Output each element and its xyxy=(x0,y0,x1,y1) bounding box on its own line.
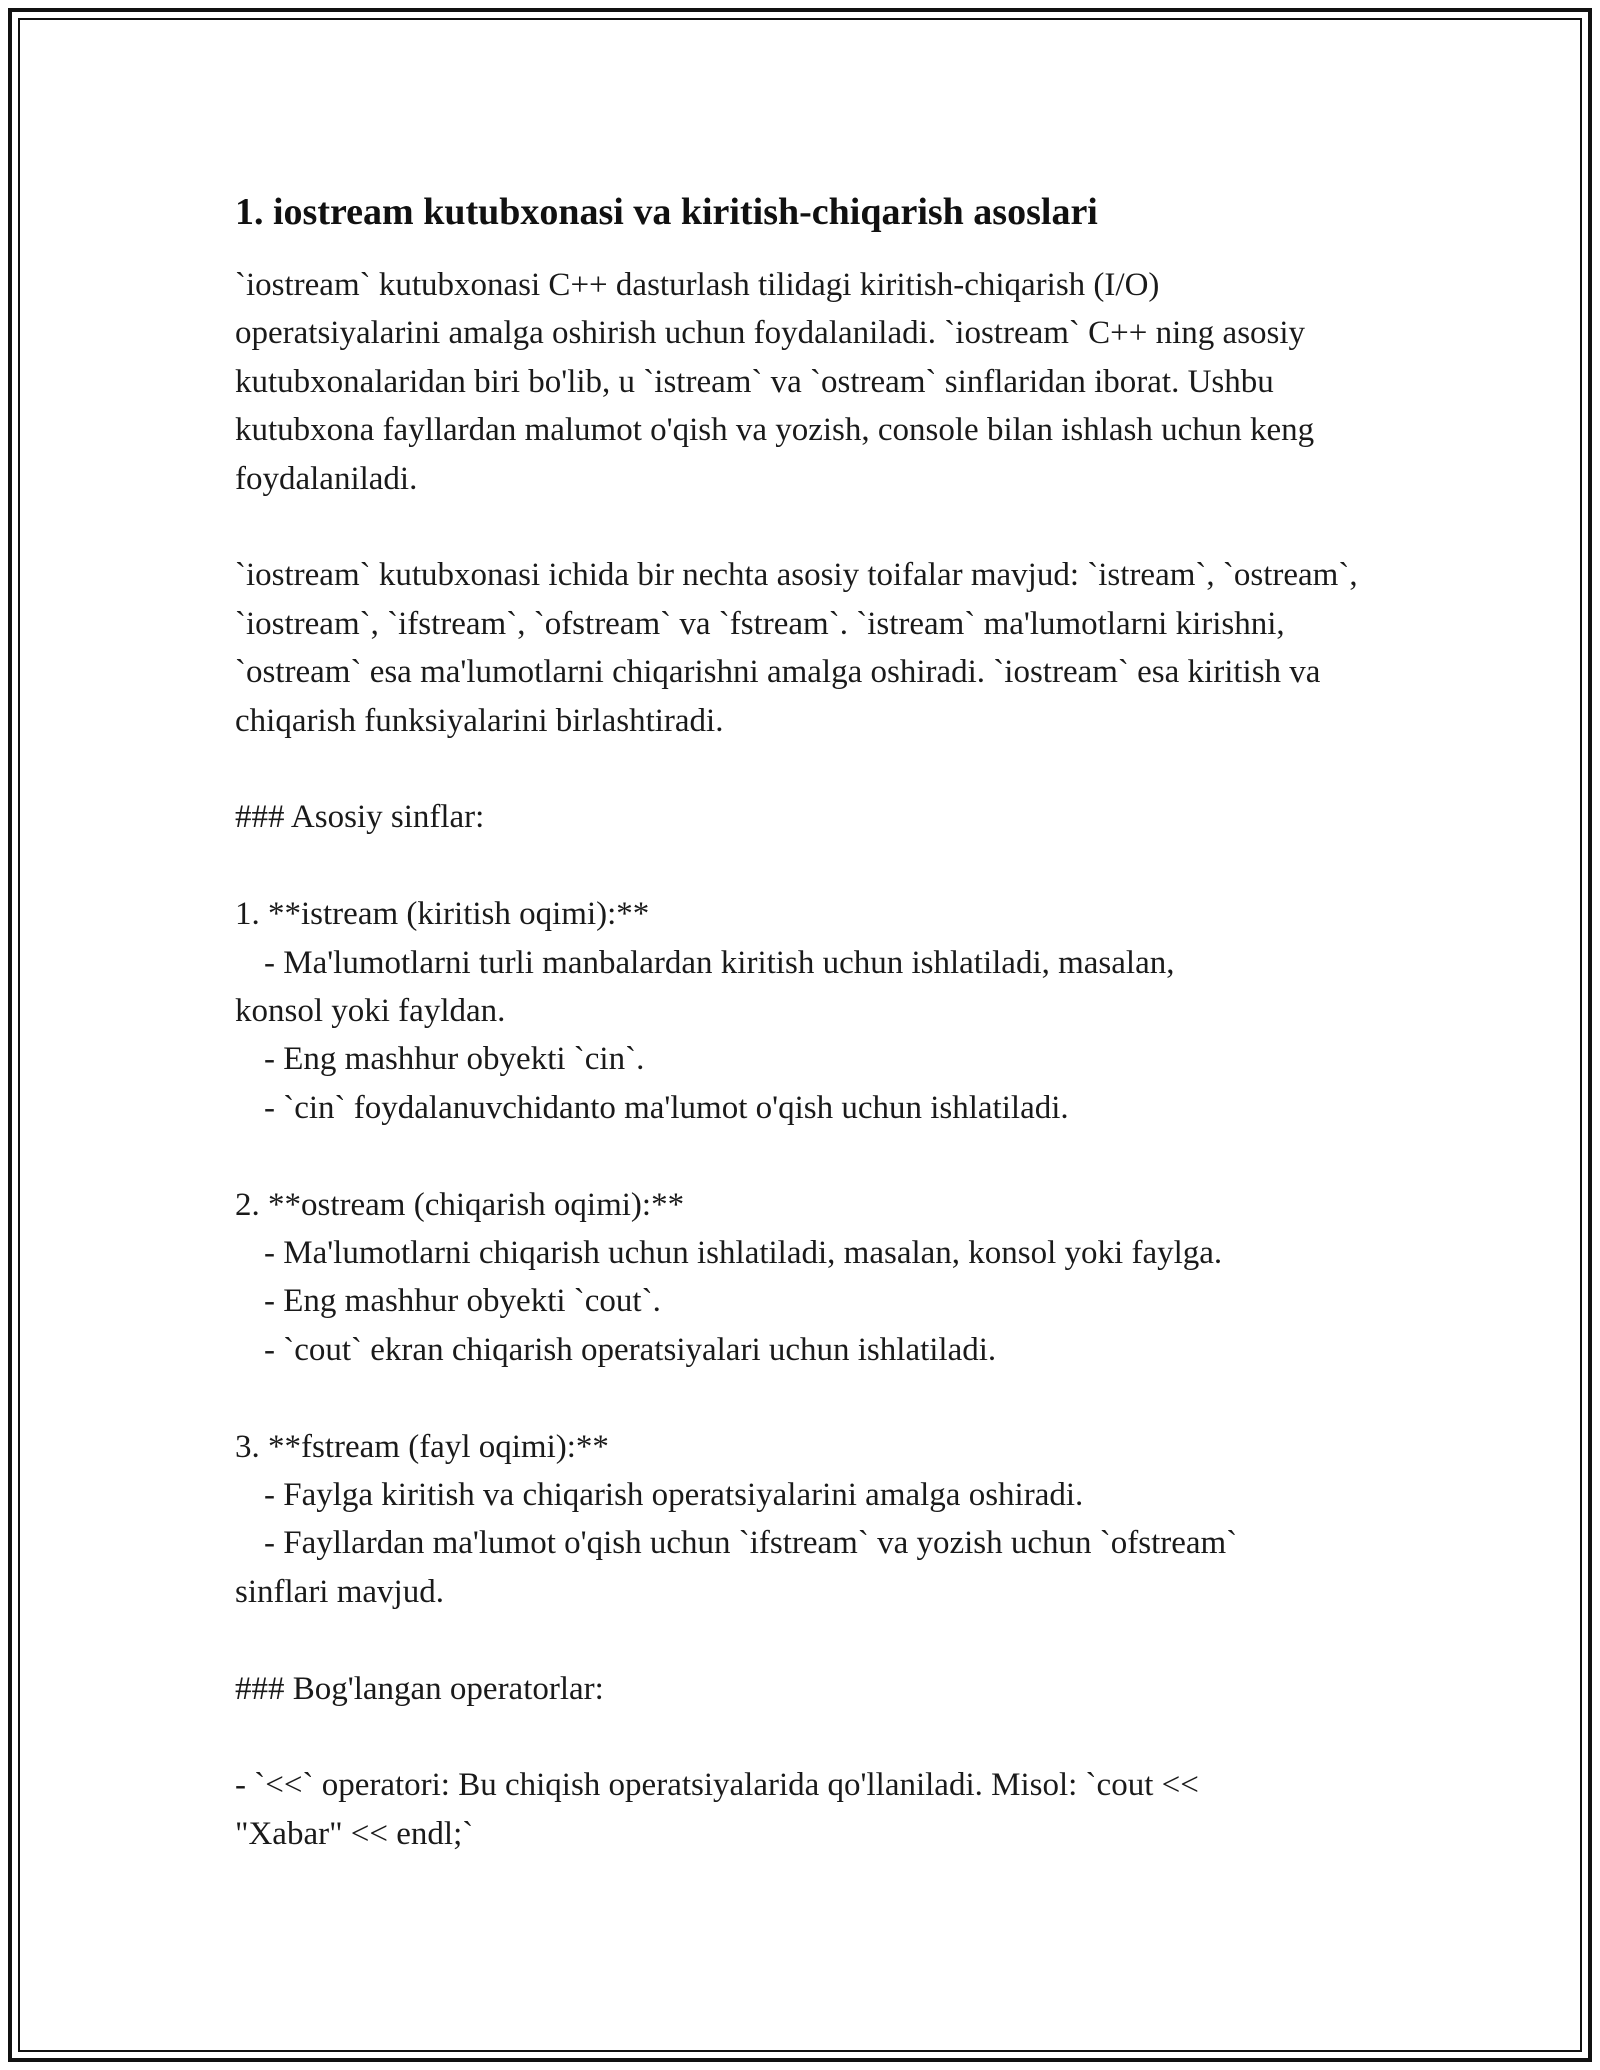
item-ostream-title: 2. **ostream (chiqarish oqimi):** xyxy=(235,1186,685,1223)
blank-line xyxy=(235,1374,1365,1422)
document-body xyxy=(235,186,1365,1858)
operator-line-2: "Xabar" << endl;` xyxy=(235,1815,474,1852)
item-istream-title: 1. **istream (kiritish oqimi):** xyxy=(235,896,650,933)
item-istream-bullet-1: - Ma'lumotlarni turli manbalardan kiritish uchun ishlatiladi, masalan, xyxy=(264,944,1175,981)
classes-heading: ### Asosiy sinflar: xyxy=(235,799,485,836)
blank-line xyxy=(235,1616,1365,1664)
blank-line xyxy=(235,842,1365,890)
item-istream-bullet-2: - Eng mashhur obyekti `cin`. xyxy=(264,1041,645,1078)
intro-paragraph: `iostream` kutubxonasi C++ dasturlash tilidagi kiritish-chiqarish (I/O) operatsiyalarini amalga oshirish uchun foydalaniladi. `iostream` C++ ning asosiy kutubxonalaridan biri bo'lib, u `istream` va `ostream` sinflaridan iborat. Ushbu kutubxona fayllardan malumot o'qish va yozish, console bilan ishlash uchun keng foydalaniladi. xyxy=(235,267,1323,497)
item-istream-bullet-3: - `cin` foydalanuvchidanto ma'lumot o'qish uchun ishlatiladi. xyxy=(264,1089,1069,1126)
blank-line xyxy=(235,1132,1365,1180)
item-fstream-bullet-2-cont: sinflari mavjud. xyxy=(235,1573,444,1610)
item-fstream-title: 3. **fstream (fayl oqimi):** xyxy=(235,1428,609,1465)
types-paragraph: `iostream` kutubxonasi ichida bir nechta asosiy toifalar mavjud: `istream`, `ostream`, `iostream`, `ifstream`, `ofstream` va `fstream`. `istream` ma'lumotlarni kirishni, `ostream` esa ma'lumotlarni chiqarishni amalga oshiradi. `iostream` esa kiritish va chiqarish funksiyalarini birlashtiradi. xyxy=(235,557,1366,739)
blank-line xyxy=(235,503,1365,551)
operator-line-1: - `<<` operatori: Bu chiqish operatsiyalarida qo'llaniladi. Misol: `cout << xyxy=(235,1767,1199,1804)
item-fstream-bullet-2: - Fayllardan ma'lumot o'qish uchun `ifstream` va yozish uchun `ofstream` xyxy=(264,1525,1238,1562)
blank-line xyxy=(235,745,1365,793)
item-ostream-bullet-3: - `cout` ekran chiqarish operatsiyalari uchun ishlatiladi. xyxy=(264,1331,997,1368)
operators-heading: ### Bog'langan operatorlar: xyxy=(235,1670,604,1707)
section-title: 1. iostream kutubxonasi va kiritish-chiqarish asoslari xyxy=(235,191,1098,233)
item-fstream-bullet-1: - Faylga kiritish va chiqarish operatsiyalarini amalga oshiradi. xyxy=(264,1477,1084,1514)
item-istream-bullet-1-cont: konsol yoki fayldan. xyxy=(235,993,506,1030)
item-ostream-bullet-2: - Eng mashhur obyekti `cout`. xyxy=(264,1283,661,1320)
item-ostream-bullet-1: - Ma'lumotlarni chiqarish uchun ishlatiladi, masalan, konsol yoki faylga. xyxy=(264,1235,1223,1272)
blank-line xyxy=(235,1713,1365,1761)
